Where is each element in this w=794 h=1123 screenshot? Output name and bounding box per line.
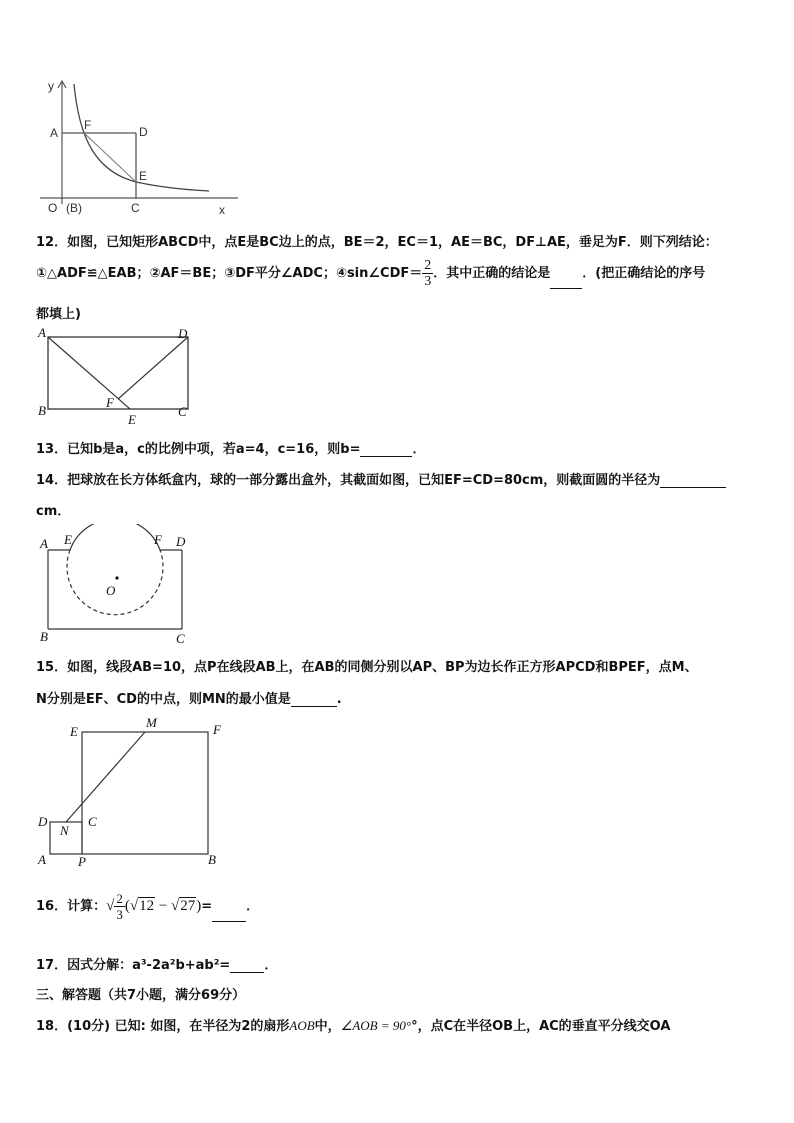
q17-text: 17．因式分解：a³-2a²b+ab²= ．	[36, 958, 278, 973]
label-C: C	[176, 631, 185, 646]
segment-MN	[66, 732, 145, 822]
label-M: M	[146, 715, 157, 730]
q16-text: 16．计算：√ $\frac{2}{3}$ (√12 − √27)= ．	[36, 891, 260, 922]
label-E: E	[128, 412, 136, 427]
label-C: C	[88, 814, 97, 829]
q16-sqrt-fraction: √ $\frac{2}{3}$	[106, 891, 123, 922]
label-N: N	[60, 823, 69, 838]
label-x: x	[219, 203, 225, 217]
q12-line3: 都填上)	[36, 307, 81, 322]
figure-hyperbola	[34, 76, 244, 218]
q12-line1: 12．如图，已知矩形ABCD中，点E是BC边上的点，BE＝2，EC＝1，AE＝BC，DF⊥AE，垂足为F．则下列结论：	[36, 235, 718, 250]
figure-q15-squares	[34, 712, 234, 872]
line-DF	[118, 337, 188, 399]
label-C: C	[131, 201, 140, 215]
label-D: D	[176, 534, 186, 549]
label-D: D	[38, 814, 48, 829]
section-3-heading: 三、解答题（共7小题，满分69分）	[36, 988, 246, 1003]
line-AE	[48, 337, 130, 409]
q12-fraction: $\frac{2}{3}$	[424, 258, 432, 289]
label-O: O	[48, 201, 58, 215]
label-A: A	[38, 325, 46, 340]
q15-line1: 15．如图，线段AB=10，点P在线段AB上，在AB的同侧分别以AP、BP为边长作正方形APCD和BPEF，点M、	[36, 660, 698, 675]
label-B: B	[40, 629, 48, 644]
square-BPEF	[82, 732, 208, 854]
q12-line2-b: ．其中正确的结论是	[433, 266, 551, 281]
center-point-O	[115, 576, 118, 579]
q12-line2-c: ．(把正确结论的序号	[582, 266, 706, 281]
figure-q12-rectangle	[36, 325, 196, 428]
q14-answer-blank[interactable]	[660, 475, 726, 488]
q16-answer-blank[interactable]	[212, 909, 246, 922]
figure-q14-box-circle	[34, 524, 194, 648]
q12-line2-a: ①△ADF≌△EAB；②AF＝BE；③DF平分∠ADC；④sin∠CDF＝	[36, 266, 423, 281]
q13-answer-blank[interactable]	[360, 444, 412, 457]
label-F: F	[154, 532, 162, 547]
q18-text: 18．(10分) 已知: 如图，在半径为2的扇形AOB中，∠AOB = 90°°，点C在半径OB上，AC的垂直平分线交OA	[36, 1018, 671, 1034]
label-A: A	[40, 536, 48, 551]
q13-text: 13．已知b是a，c的比例中项，若a=4，c=16，则b= ．	[36, 442, 426, 457]
label-D: D	[178, 326, 188, 341]
circle-upper-arc	[70, 524, 160, 550]
q12-line2	[36, 258, 705, 289]
label-F: F	[106, 395, 114, 410]
label-F: F	[84, 118, 92, 132]
label-B: B	[208, 852, 216, 867]
label-y: y	[48, 79, 54, 93]
label-E: E	[70, 724, 78, 739]
q12-answer-blank[interactable]	[550, 276, 582, 289]
q14-line1: 14．把球放在长方体纸盒内，球的一部分露出盒外，其截面如图，已知EF=CD=80cm，则截面圆的半径为	[36, 469, 726, 488]
label-A: A	[38, 852, 46, 867]
label-C: C	[178, 404, 187, 419]
q15-line2: N分别是EF、CD的中点，则MN的最小值是 .	[36, 692, 342, 707]
q14-line2: cm．	[36, 504, 71, 519]
label-P: P	[78, 854, 86, 869]
label-E: E	[64, 532, 72, 547]
label-E: E	[139, 169, 148, 183]
label-B: (B)	[66, 201, 82, 215]
q17-answer-blank[interactable]	[230, 960, 264, 973]
q15-answer-blank[interactable]	[291, 694, 337, 707]
label-F: F	[213, 722, 221, 737]
label-D: D	[139, 125, 148, 139]
label-O: O	[106, 583, 116, 598]
label-B: B	[38, 403, 46, 418]
line-AE	[84, 133, 136, 182]
label-A: A	[50, 126, 59, 140]
